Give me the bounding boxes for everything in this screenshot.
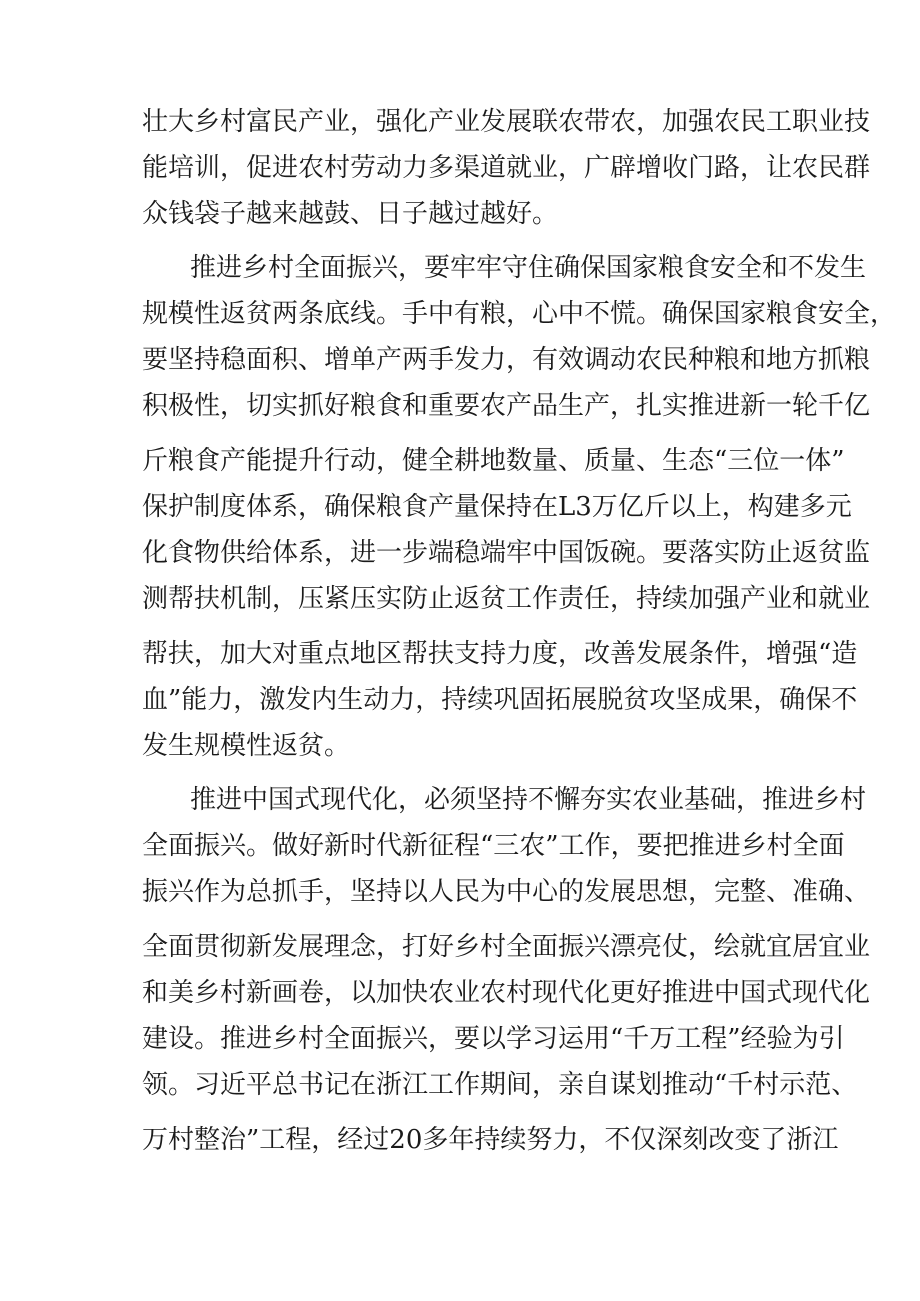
text-line: 能培训，促进农村劳动力多渠道就业，广辟增收门路，让农民群 <box>142 153 871 183</box>
text-line: 积极性，切实抓好粮食和重要农产品生产，扎实推进新一轮千亿 <box>142 391 871 421</box>
text-line: 建设。推进乡村全面振兴，要以学习运用“千万工程”经验为引 <box>142 1024 845 1054</box>
text-line: 推进中国式现代化，必须坚持不懈夯实农业基础，推进乡村 <box>190 785 867 815</box>
text-line: 和美乡村新画卷，以加快农业农村现代化更好推进中国式现代化 <box>142 978 871 1008</box>
text-line: 化食物供给体系，进一步端稳端牢中国饭碗。要落实防止返贫监 <box>142 538 871 568</box>
text-line: 领。习近平总书记在浙江工作期间，亲自谋划推动“千村示范、 <box>142 1070 858 1100</box>
text-line: 发生规模性返贫。 <box>142 731 351 761</box>
text-line: 壮大乡村富民产业，强化产业发展联农带农，加强农民工职业技 <box>142 107 871 137</box>
text-line: 推进乡村全面振兴，要牢牢守住确保国家粮食安全和不发生 <box>190 253 867 283</box>
text-line: 保护制度体系，确保粮食产量保持在L3万亿斤以上，构建多元 <box>142 492 852 522</box>
text-line: 血”能力，激发内生动力，持续巩固拓展脱贫攻坚成果，确保不 <box>142 685 858 715</box>
text-line: 振兴作为总抓手，坚持以人民为中心的发展思想，完整、准确、 <box>142 877 871 907</box>
text-line: 规模性返贫两条底线。手中有粮，心中不慌。确保国家粮食安全， <box>142 299 897 329</box>
text-line: 全面贯彻新发展理念，打好乡村全面振兴漂亮仗，绘就宜居宜业 <box>142 932 871 962</box>
text-line: 斤粮食产能提升行动，健全耕地数量、质量、生态“三位一体” <box>142 446 845 476</box>
text-line: 测帮扶机制，压紧压实防止返贫工作责任，持续加强产业和就业 <box>142 584 871 614</box>
text-line: 全面振兴。做好新时代新征程“三农”工作，要把推进乡村全面 <box>142 831 845 861</box>
text-line: 万村整治”工程，经过20多年持续努力，不仅深刻改变了浙江 <box>142 1125 839 1155</box>
text-line: 帮扶，加大对重点地区帮扶支持力度，改善发展条件，增强“造 <box>142 639 858 669</box>
text-line: 要坚持稳面积、增单产两手发力，有效调动农民种粮和地方抓粮 <box>142 345 871 375</box>
text-line: 众钱袋子越来越鼓、日子越过越好。 <box>142 199 559 229</box>
